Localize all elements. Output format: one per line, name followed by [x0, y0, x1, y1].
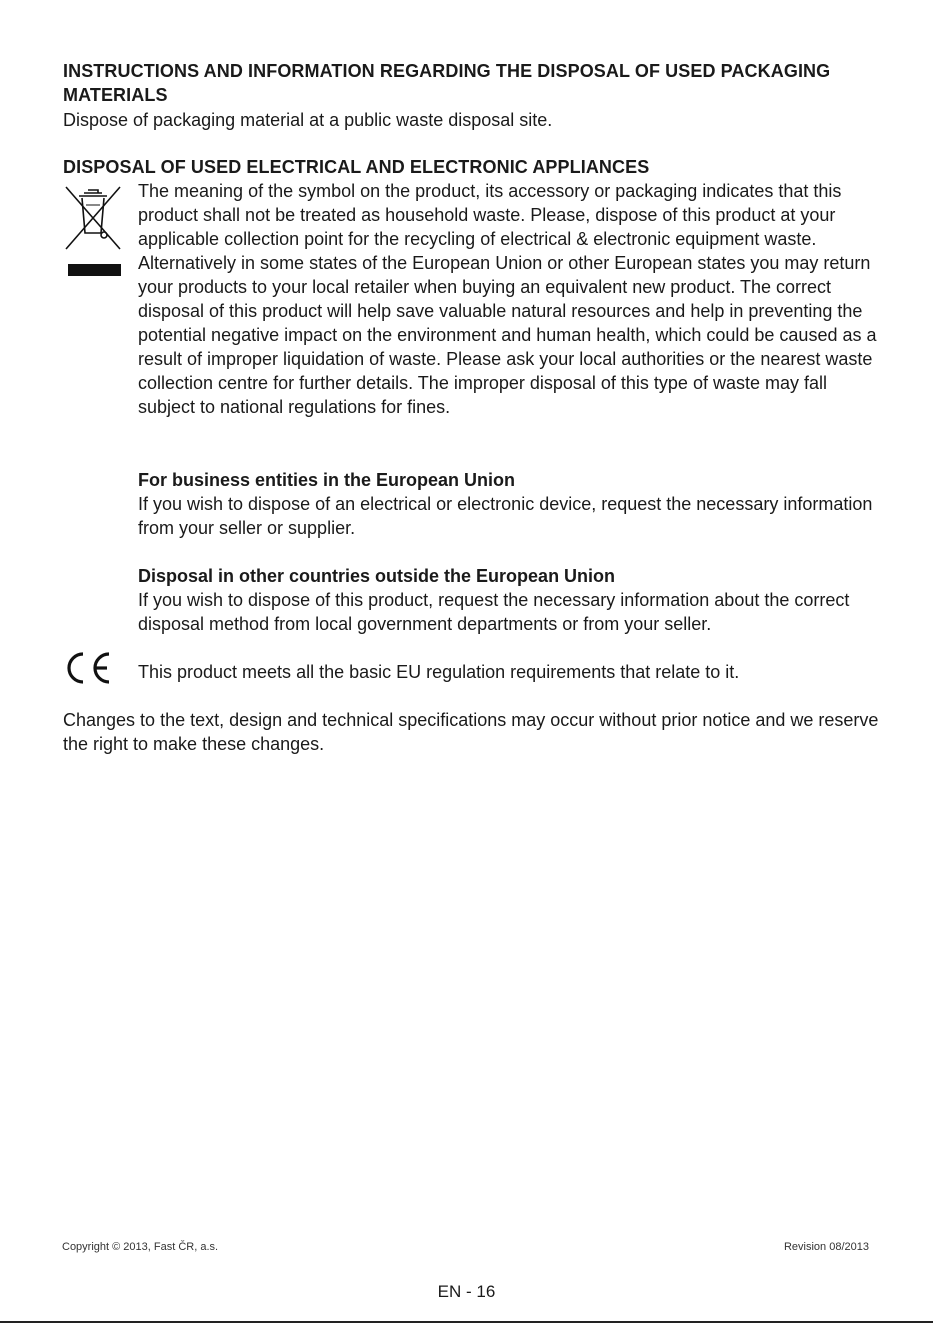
weee-disposal-text: The meaning of the symbol on the product, its accessory or packaging indicates that this product shall not be treated as household waste. Please, dispose of this product at your applicable collection point for the recycling of electrical & electronic equipment waste. Alternatively in some states of the European Union or other European states you may return your products to your local retailer when buying an equivalent new product. The correct disposal of this product will help save valuable natural resources and help in preventing the potential negative impact on the environment and human health, which could be caused as a result of improper liquidation of waste. Please ask your local authorities or the nearest waste collection centre for further details. The improper disposal of this type of waste may fall subject to national regulations for fines.	[138, 181, 877, 417]
business-entities-section	[138, 468, 878, 540]
packaging-disposal-text: Dispose of packaging material at a public waste disposal site.	[63, 110, 553, 130]
copyright-text: Copyright © 2013, Fast ČR, a.s.	[62, 1241, 219, 1253]
crossed-out-wheelie-bin-icon	[64, 185, 122, 251]
ce-compliance-text: This product meets all the basic EU regulation requirements that relate to it.	[138, 662, 740, 682]
bottom-divider	[0, 1321, 933, 1323]
weee-bar-icon	[68, 264, 121, 276]
outside-eu-title: Disposal in other countries outside the European Union	[138, 566, 616, 586]
business-entities-title: For business entities in the European Union	[138, 470, 516, 490]
packaging-disposal-title: INSTRUCTIONS AND INFORMATION REGARDING THE DISPOSAL OF USED PACKAGING MATERIALS	[63, 61, 831, 105]
business-entities-text: If you wish to dispose of an electrical or electronic device, request the necessary information from your seller or supplier.	[138, 494, 873, 538]
revision-text: Revision 08/2013	[783, 1241, 869, 1253]
ce-mark-icon	[63, 650, 113, 686]
changes-notice: Changes to the text, design and technical specifications may occur without prior notice and we reserve the right to make these changes.	[63, 710, 879, 754]
outside-eu-section	[138, 564, 878, 636]
page-number: EN - 16	[437, 1282, 496, 1301]
outside-eu-text: If you wish to dispose of this product, request the necessary information about the correct disposal method from local government departments or from your seller.	[138, 590, 850, 634]
weee-disposal-title: DISPOSAL OF USED ELECTRICAL AND ELECTRONIC APPLIANCES	[63, 157, 650, 177]
